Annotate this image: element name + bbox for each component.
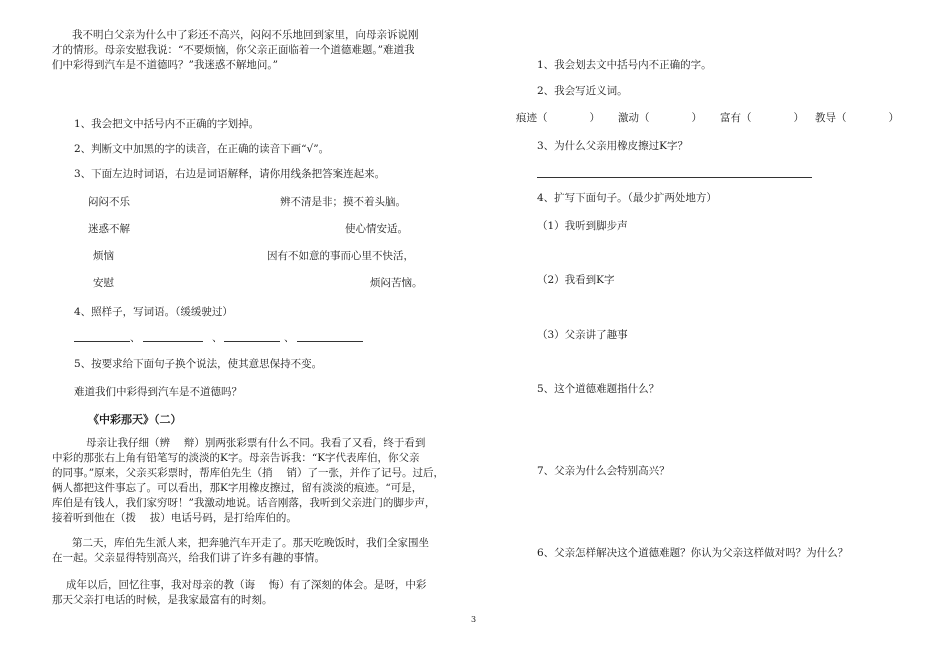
right-question-5: 5、这个道德难题指什么？ <box>537 383 660 395</box>
question-3: 3、下面左边时词语，右边是词语解释，请你用线条把答案连起来。 <box>74 168 386 180</box>
passage-line: 母亲让我仔细（辨 辩）别两张彩票有什么不同。我看了又看，终于看到 <box>86 437 426 449</box>
intro-line: 们中彩得到汽车是不道德吗？”我迷惑不解地问。” <box>52 59 278 71</box>
passage-line: 的同事。”原来，父亲买彩票时，帮库伯先生（捎 销）了一张，并作了记号。过后， <box>52 467 444 479</box>
synonym-item[interactable]: 富有（ ） <box>720 112 804 124</box>
intro-paragraph <box>52 28 419 73</box>
answer-blank[interactable] <box>74 341 130 342</box>
passage-line: 接着听到他在（拨 拔）电话号码，是打给库伯的。 <box>52 512 297 524</box>
match-definition: 使心情安适。 <box>345 223 408 235</box>
match-definition: 辨不清是非；摸不着头脑。 <box>280 196 406 208</box>
answer-blank[interactable] <box>143 341 203 342</box>
match-word: 安慰 <box>93 277 114 289</box>
passage-line: 俩人都把这件事忘了。可以看出，那K字用橡皮擦过，留有淡淡的痕迹。“可是， <box>52 482 423 494</box>
right-question-2: 2、我会写近义词。 <box>537 85 628 97</box>
synonym-item[interactable]: 痕迹（ ） <box>516 112 600 124</box>
separator: 、 <box>212 332 223 344</box>
answer-blank[interactable] <box>224 341 280 342</box>
match-word: 烦恼 <box>93 250 114 262</box>
right-question-1: 1、我会划去文中括号内不正确的字。 <box>537 59 712 71</box>
question-2: 2、判断文中加黑的字的读音，在正确的读音下画“√”。 <box>74 143 330 155</box>
match-definition: 烦闷苦恼。 <box>370 277 423 289</box>
synonym-item[interactable]: 教导（ ） <box>815 112 899 124</box>
page-number: 3 <box>471 615 477 624</box>
right-question-7: 7、父亲为什么会特别高兴？ <box>537 465 670 477</box>
passage-line: 那天父亲打电话的时候，是我家最富有的时刻。 <box>52 594 273 606</box>
intro-line: 才的情形。母亲安慰我说：“不要烦恼，你父亲正面临着一个道德难题。”难道我 <box>52 44 415 56</box>
expand-item: （2）我看到K字 <box>537 274 615 286</box>
right-question-3: 3、为什么父亲用橡皮擦过K字？ <box>537 140 689 152</box>
passage-line: 中彩的那张右上角有铅笔写的淡淡的K字。母亲告诉我：“K字代表库伯，你父亲 <box>52 452 420 464</box>
passage-line: 成年以后，回忆往事，我对母亲的教（诲 悔）有了深刻的体会。是呀，中彩 <box>66 579 427 591</box>
answer-line[interactable] <box>537 177 812 178</box>
match-definition: 因有不如意的事而心里不快活， <box>267 250 414 262</box>
expand-item: （3）父亲讲了趣事 <box>537 329 628 341</box>
section-title: 《中彩那天》（二） <box>88 413 182 426</box>
passage-paragraph <box>52 436 444 526</box>
synonym-item[interactable]: 激动（ ） <box>618 112 702 124</box>
question-4: 4、照样子，写词语。（缓缓驶过） <box>74 306 233 318</box>
passage-line: 第二天，库伯先生派人来，把奔驰汽车开走了。那天吃晚饭时，我们全家围坐 <box>72 537 429 549</box>
passage-line: 在一起。父亲显得特别高兴，给我们讲了许多有趣的事情。 <box>52 552 325 564</box>
question-5: 5、按要求给下面句子换个说法，使其意思保持不变。 <box>74 358 323 370</box>
passage-paragraph <box>52 536 429 566</box>
question-1: 1、我会把文中括号内不正确的字划掉。 <box>74 118 260 130</box>
passage-paragraph <box>52 578 426 608</box>
right-question-4: 4、扩写下面句子。（最少扩两处地方） <box>537 192 717 204</box>
passage-line: 库伯是有钱人，我们家穷呀！”我激动地说。话音刚落，我听到父亲进门的脚步声， <box>52 497 436 509</box>
expand-item: （1）我听到脚步声 <box>537 220 628 232</box>
match-word: 迷惑不解 <box>88 223 130 235</box>
answer-blank[interactable] <box>297 341 363 342</box>
separator: 、 <box>130 332 141 344</box>
match-word: 闷闷不乐 <box>88 196 130 208</box>
right-question-6: 6、父亲怎样解决这个道德难题？你认为父亲这样做对吗？为什么？ <box>537 547 849 559</box>
question-5-sentence: 难道我们中彩得到汽车是不道德吗？ <box>74 386 242 398</box>
intro-line: 我不明白父亲为什么中了彩还不高兴，闷闷不乐地回到家里，向母亲诉说刚 <box>72 29 419 41</box>
separator: 、 <box>284 332 295 344</box>
